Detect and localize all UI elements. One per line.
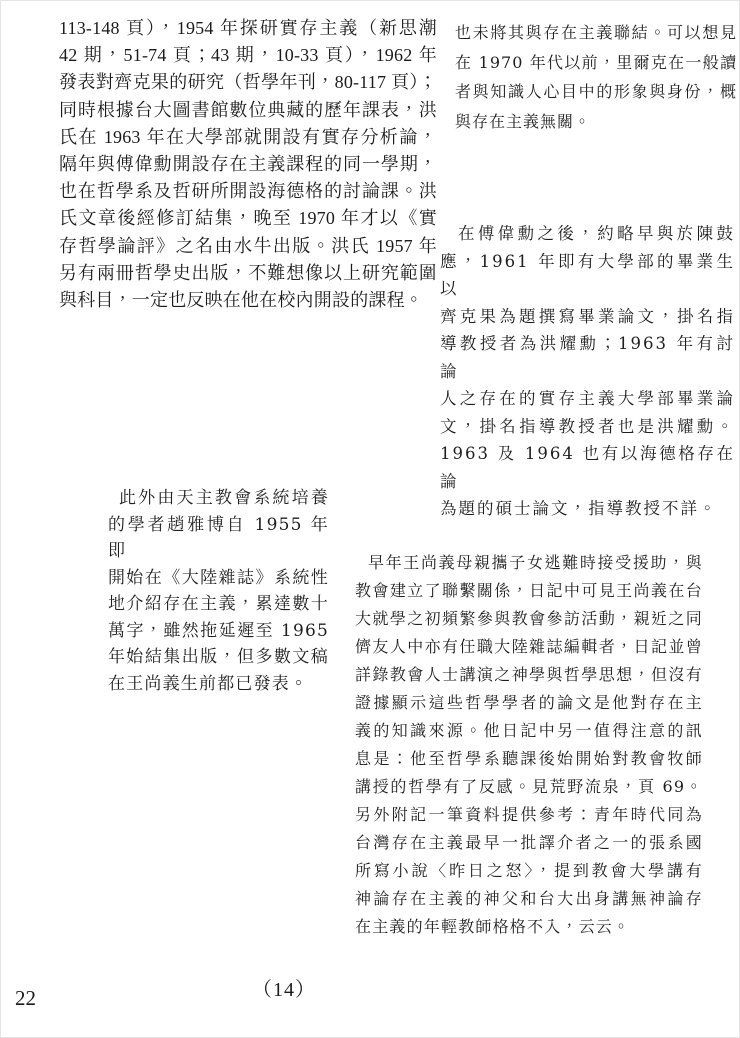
paragraph-mid-right: [440, 220, 735, 523]
text-line: 大就學之初頻繁參與教會參訪活動，親近之同: [355, 609, 703, 628]
text-line: 詳錄教會人士講演之神學與哲學思想，但沒有: [355, 665, 703, 684]
text-line: 講授的哲學有了反感。見荒野流泉，頁 69。: [355, 777, 703, 796]
text-line: 齊克果為題撰寫畢業論文，掛名指: [440, 306, 735, 326]
text-line: 氏在 1963 年在大學部就開設有實存分析論，: [59, 126, 437, 147]
text-line: 在主義的年輕教師格格不入，云云。: [355, 917, 631, 936]
text-line: 人之存在的實存主義大學部畢業論: [440, 389, 735, 408]
text-line: 地介紹存在主義，累達數十: [108, 594, 329, 614]
text-line: 1963 及 1964 也有以海德格存在論: [440, 444, 735, 491]
text-line: 所寫小說〈昨日之怒〉，提到教會大學講有: [355, 861, 703, 880]
text-line: 文，掛名指導教授者也是洪耀勳。: [440, 416, 735, 436]
text-line: 應，1961 年即有大學部的畢業生以: [440, 251, 735, 298]
text-line: 開始在《大陸雜誌》系統性: [108, 567, 329, 588]
article-page-number: （14）: [252, 979, 316, 1001]
text-line: 此外由天主教會系統培養: [119, 488, 329, 508]
text-line: 義的知識來源。他日記中另一值得注意的訊: [355, 721, 703, 740]
text-line: 萬字，雖然拖延遲至 1965: [108, 620, 329, 641]
margin-note-top-right: [455, 18, 737, 136]
text-line: 另外附記一筆資料提供參考：青年時代同為: [355, 805, 703, 824]
text-line: 教會建立了聯繫關係，日記中可見王尚義在台: [355, 581, 703, 600]
text-line: 為題的碩士論文，指導教授不詳。: [440, 499, 718, 518]
text-line: 存哲學論評》之名由水牛出版。洪氏 1957 年: [59, 235, 437, 256]
paragraph-mid-left: [108, 485, 329, 697]
text-line: 與科目，一定也反映在他在校內開設的課程。: [59, 290, 423, 311]
text-line: 儕友人中亦有任職大陸雜誌編輯者，日記並曾: [355, 637, 703, 656]
paragraph-continued-main: [59, 15, 437, 314]
text-line: 息是：他至哲學系聽課後始開始對教會牧師: [355, 749, 703, 768]
text-line: 113-148 頁），1954 年探研實存主義（新思潮: [59, 18, 437, 38]
text-line: 早年王尚義母親攜子女逃難時接受援助，與: [368, 553, 703, 572]
text-line: 在傅偉勳之後，約略早與於陳鼓: [458, 224, 735, 243]
text-line: 與存在主義無關。: [455, 111, 592, 131]
text-line: 在王尚義生前都已發表。: [108, 673, 309, 694]
text-line: 證據顯示這些哲學學者的論文是他對存在主: [355, 693, 703, 712]
text-line: 在 1970 年代以前，里爾克在一般讀: [455, 52, 737, 72]
text-line: 也在哲學系及哲研所開設海德格的討論課。洪: [59, 181, 437, 202]
text-line: 年始結集出版，但多數文稿: [108, 647, 329, 667]
text-line: 隔年與傅偉勳開設存在主義課程的同一學期，: [59, 154, 437, 175]
text-line: 同時根據台大圖書館數位典藏的歷年課表，洪: [59, 99, 437, 120]
text-line: 42 期，51-74 頁；43 期，10-33 頁），1962 年: [59, 45, 437, 66]
text-line: 神論存在主義的神父和台大出身講無神論存: [355, 889, 703, 908]
text-line: 台灣存在主義最早一批譯介者之一的張系國: [355, 833, 703, 852]
text-line: 導教授者為洪耀勳；1963 年有討論: [440, 334, 735, 381]
paragraph-bottom-right: [355, 549, 703, 941]
book-page-number: 22: [15, 986, 36, 1010]
text-line: 也未將其與存在主義聯結。可以想見: [455, 23, 737, 42]
text-line: 的學者趙雅博自 1955 年即: [108, 514, 329, 561]
text-line: 者與知識人心目中的形象與身份，概: [455, 82, 737, 101]
text-line: 另有兩冊哲學史出版，不難想像以上研究範圍: [59, 262, 437, 283]
text-line: 發表對齊克果的研究（哲學年刊，80-117 頁）；: [59, 72, 437, 93]
text-line: 氏文章後經修訂結集，晚至 1970 年才以《實: [59, 208, 437, 229]
